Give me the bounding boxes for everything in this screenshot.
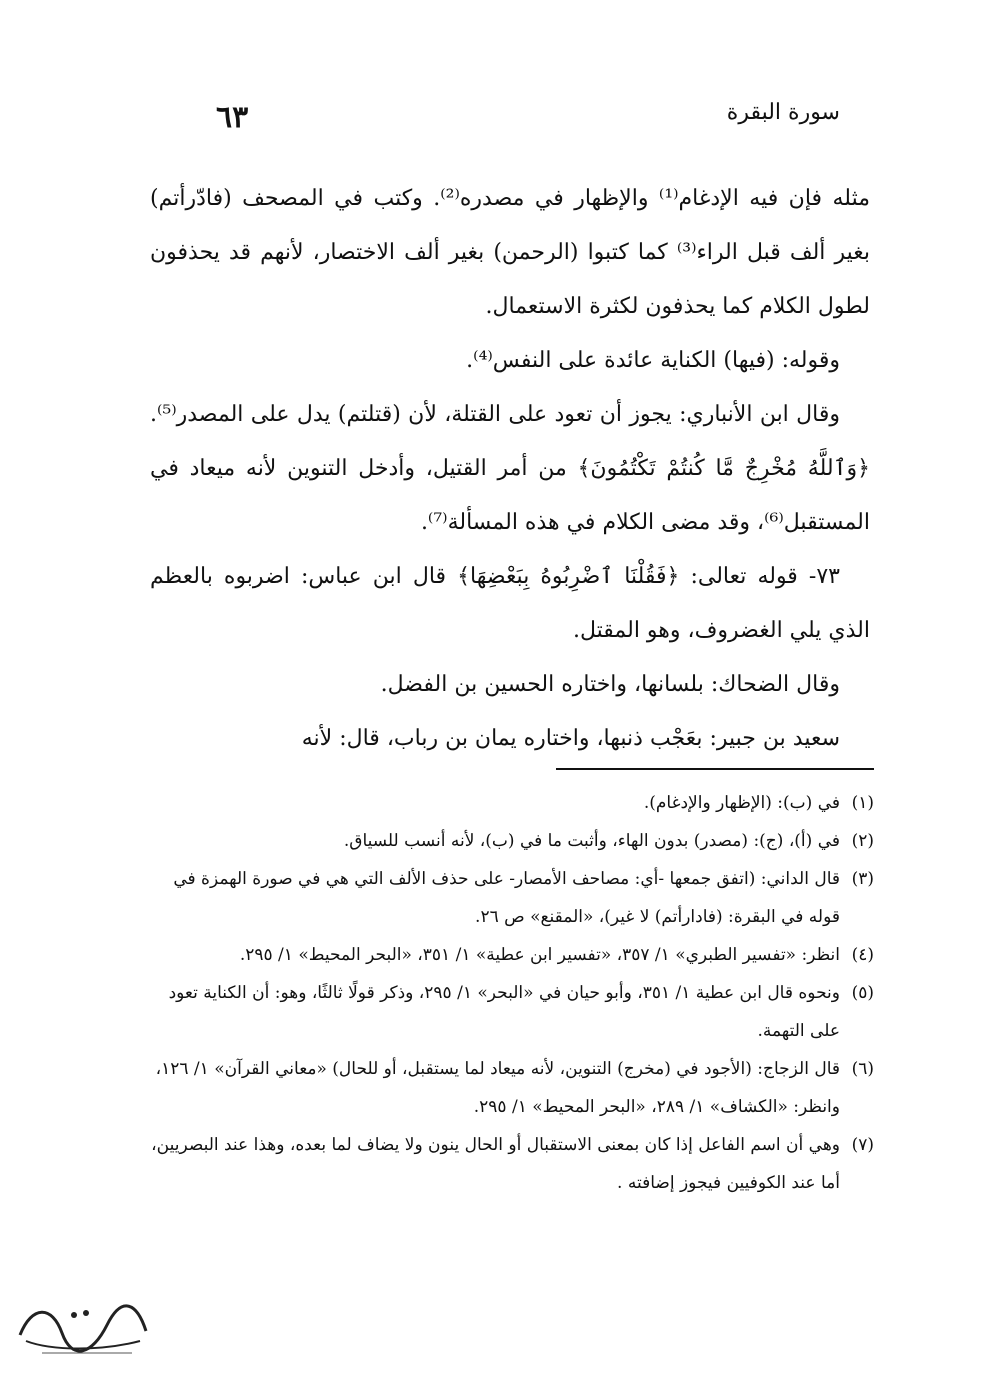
footnote [150,974,874,1050]
footnote [150,860,874,936]
footnote-number: (٢) [851,831,874,851]
footnote-number: (٥) [851,983,874,1003]
running-title: سورة البقرة [726,100,840,125]
paragraph: وقال ابن الأنباري: يجوز أن تعود على القتلة، لأن (قتلتم) يدل على المصدر⁽⁵⁾. ﴿وَٱللَّهُ مُخْرِجٌ مَّا كُنتُمْ تَكْتُمُونَ﴾ من أمر القتيل، وأدخل التنوين لأنه ميعاد في المستقبل⁽⁶⁾، وقد مضى الكلام في هذه المسألة⁽⁷⁾. [150,402,870,535]
main-text [150,172,870,766]
footnote [150,1126,874,1202]
footnote-text: قال الداني: (اتفق جمعها -أي: مصاحف الأمصار- على حذف الألف التي هي في صورة الهمزة في قوله في البقرة: (فادارأتم) لا غير)، «المقنع» ص ٢٦. [173,869,840,927]
paragraph: سعيد بن جبير: بعَجْب ذنبها، واختاره يمان بن رباب، قال: لأنه [301,726,840,751]
footnotes [150,784,874,1202]
footnote [150,822,874,860]
footnote-number: (٦) [851,1059,874,1079]
footnote [150,936,874,974]
footnote-number: (١) [851,793,874,813]
footnote-number: (٣) [851,869,874,889]
paragraph: مثله فإن فيه الإدغام⁽¹⁾ والإظهار في مصدره⁽²⁾. وكتب في المصحف (فادّرأتم) بغير ألف قبل الراء⁽³⁾ كما كتبوا (الرحمن) بغير ألف الاختصار، لأنهم قد يحذفون لطول الكلام كما يحذفون لكثرة الاستعمال. [150,186,870,319]
paragraph: وقال الضحاك: بلسانها، واختاره الحسين بن الفضل. [380,672,840,697]
footnote-text: ونحوه قال ابن عطية ١/ ٣٥١، وأبو حيان في «البحر» ١/ ٢٩٥، وذكر قولًا ثالثًا، وهو: أن الكناية تعود على التهمة. [168,983,840,1041]
page-number: ٦٣ [216,100,249,135]
footnote-text: انظر: «تفسير الطبري» ١/ ٣٥٧، «تفسير ابن عطية» ١/ ٣٥١، «البحر المحيط» ١/ ٢٩٥. [239,945,840,965]
footnote [150,784,874,822]
footnote-text: في (أ)، (ج): (مصدر) بدون الهاء، وأثبت ما في (ب)، لأنه أنسب للسياق. [343,831,840,851]
paragraph: ٧٣- قوله تعالى: ﴿فَقُلْنَا ٱضْرِبُوهُ بِبَعْضِهَا﴾ قال ابن عباس: اضربوه بالعظم الذي يلي الغضروف، وهو المقتل. [150,564,870,643]
page-header [150,100,840,140]
footnote-number: (٧) [851,1135,874,1155]
footnote-number: (٤) [851,945,874,965]
footnote-text: وهي أن اسم الفاعل إذا كان بمعنى الاستقبال أو الحال ينون ولا يضاف لما بعده، وهذا عند البصريين، أما عند الكوفيين فيجوز إضافته . [151,1135,840,1193]
paragraph: وقوله: (فيها) الكناية عائدة على النفس⁽⁴⁾. [466,348,840,373]
footnote [150,1050,874,1126]
footnote-divider [556,768,874,770]
footnote-text: قال الزجاج: (الأجود في (مخرج) التنوين، لأنه ميعاد لما يستقبل، أو للحال) «معاني القرآن» ١/ ١٢٦، وانظر: «الكشاف» ١/ ٢٨٩، «البحر المحيط» ١/ ٢٩٥. [155,1059,840,1117]
footnote-text: في (ب): (الإظهار والإدغام). [643,793,840,813]
watermark-logo [12,1295,152,1359]
